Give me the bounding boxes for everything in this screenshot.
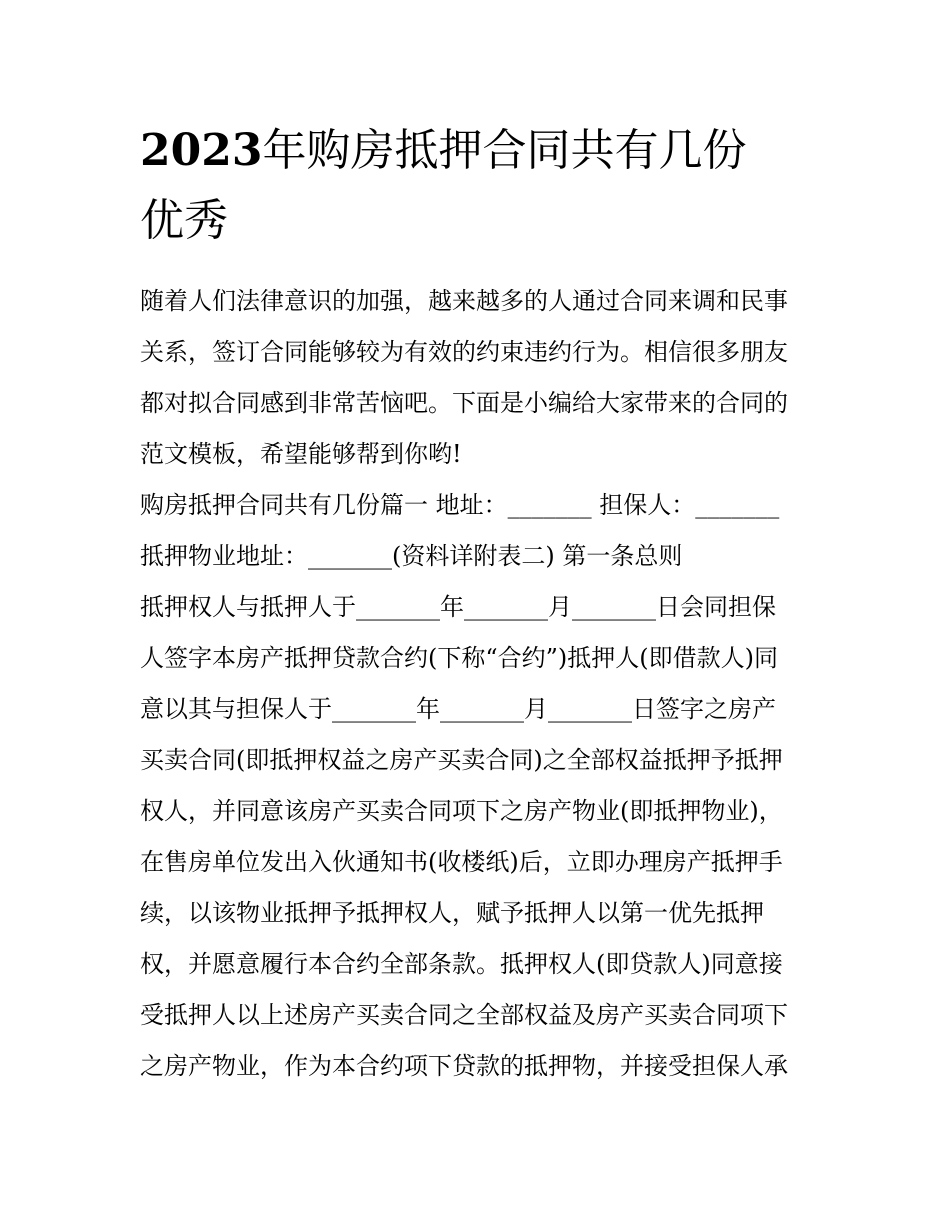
body-line: 买卖合同(即抵押权益之房产买卖合同)之全部权益抵押予抵押 bbox=[140, 746, 783, 774]
body-line: 权，并愿意履行本合约全部条款。抵押权人(即贷款人)同意接 bbox=[140, 950, 783, 978]
body-line: 在售房单位发出入伙通知书(收楼纸)后，立即办理房产抵押手 bbox=[140, 848, 783, 876]
body-line: 意以其与担保人于_______年_______月_______日签字之房产 bbox=[140, 695, 776, 723]
body-line: 权人，并同意该房产买卖合同项下之房产物业(即抵押物业)， bbox=[140, 797, 783, 825]
title-line2: 优秀 bbox=[140, 195, 228, 246]
body-line: 随着人们法律意识的加强，越来越多的人通过合同来调和民事 bbox=[140, 287, 788, 315]
title-year: 2023 bbox=[140, 125, 263, 176]
body-line: 都对拟合同感到非常苦恼吧。下面是小编给大家带来的合同的 bbox=[140, 389, 788, 417]
body-line: 之房产物业，作为本合约项下贷款的抵押物，并接受担保人承 bbox=[140, 1052, 788, 1080]
body-line: 受抵押人以上述房产买卖合同之全部权益及房产买卖合同项下 bbox=[140, 1001, 788, 1029]
body-line: 关系，签订合同能够较为有效的约束违约行为。相信很多朋友 bbox=[140, 338, 788, 366]
document-title bbox=[140, 116, 820, 256]
title-line1-rest: 年购房抵押合同共有几份 bbox=[262, 125, 747, 176]
body-line: 范文模板，希望能够帮到你哟! bbox=[140, 440, 462, 468]
body-line: 人签字本房产抵押贷款合约(下称“合约”)抵押人(即借款人)同 bbox=[140, 644, 778, 672]
body-line: 购房抵押合同共有几份篇一 地址：_______ 担保人：_______ bbox=[140, 491, 780, 519]
body-line: 续，以该物业抵押予抵押权人，赋予抵押人以第一优先抵押 bbox=[140, 899, 764, 927]
body-line: 抵押权人与抵押人于_______年_______月_______日会同担保 bbox=[140, 593, 776, 621]
body-line: 抵押物业地址：_______(资料详附表二) 第一条总则 bbox=[140, 542, 683, 570]
document-body bbox=[140, 276, 830, 1092]
